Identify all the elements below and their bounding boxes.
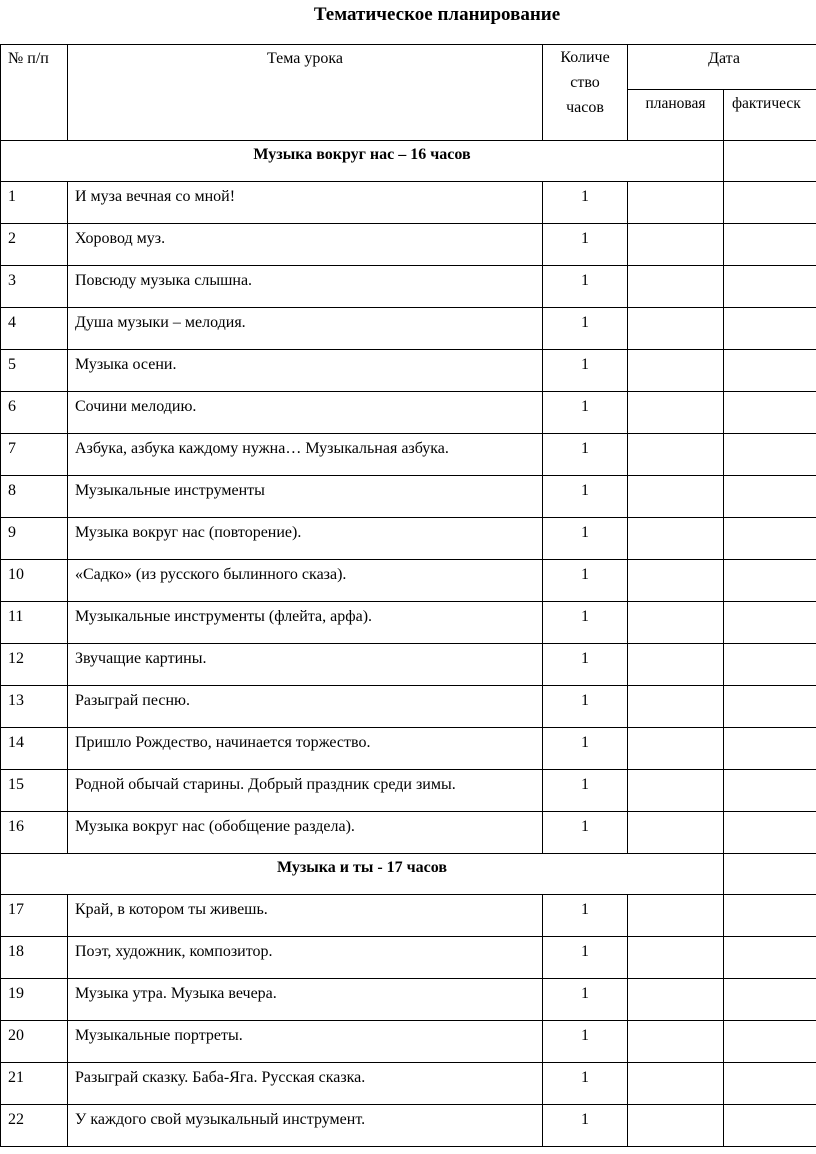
lesson-number: [1, 895, 68, 937]
page-title: Тематическое планирование: [313, 4, 561, 25]
header-actual: фактическ: [724, 90, 816, 141]
table-row: [1, 350, 816, 392]
planned-date: [628, 895, 724, 937]
lesson-topic: [68, 686, 543, 728]
lesson-number-text: 18: [8, 943, 24, 960]
lesson-number: [1, 308, 68, 350]
lesson-hours: [543, 434, 628, 476]
lesson-hours: [543, 182, 628, 224]
lesson-number-text: 15: [8, 776, 24, 793]
planned-date: [628, 644, 724, 686]
header-row: [1, 45, 816, 90]
lesson-topic: [68, 895, 543, 937]
lesson-topic: [68, 476, 543, 518]
planned-date: [628, 812, 724, 854]
lesson-number: [1, 728, 68, 770]
lesson-topic: [68, 602, 543, 644]
lesson-topic-text: Родной обычай старины. Добрый праздник среди зимы.: [75, 776, 456, 793]
lesson-topic-text: Музыка утра. Музыка вечера.: [75, 985, 277, 1002]
lesson-number-text: 10: [8, 566, 24, 583]
lesson-topic: [68, 392, 543, 434]
planned-date: [628, 602, 724, 644]
lesson-number: [1, 224, 68, 266]
lesson-hours-text: 1: [581, 734, 589, 751]
lesson-topic-text: Край, в котором ты живешь.: [75, 901, 268, 918]
table-body: [1, 45, 816, 1147]
table-row: [1, 1063, 816, 1105]
lesson-number: [1, 770, 68, 812]
planned-date: [628, 518, 724, 560]
actual-date: [724, 182, 816, 224]
lesson-number: [1, 979, 68, 1021]
lesson-number-text: 9: [8, 524, 16, 541]
section-date-cell: [724, 141, 816, 182]
lesson-number: [1, 434, 68, 476]
lesson-hours: [543, 686, 628, 728]
lesson-topic: [68, 1021, 543, 1063]
planned-date: [628, 728, 724, 770]
lesson-number: [1, 392, 68, 434]
header-planned: плановая: [628, 90, 724, 141]
lesson-number: [1, 602, 68, 644]
section-date-cell: [724, 854, 816, 895]
header-date: Дата: [628, 45, 816, 90]
actual-date: [724, 937, 816, 979]
lesson-hours: [543, 644, 628, 686]
lesson-hours-text: 1: [581, 1111, 589, 1128]
lesson-hours-text: 1: [581, 398, 589, 415]
lesson-number: [1, 686, 68, 728]
lesson-topic-text: У каждого свой музыкальный инструмент.: [75, 1111, 366, 1128]
lesson-topic: [68, 182, 543, 224]
lesson-number: [1, 350, 68, 392]
lesson-number-text: 1: [8, 188, 16, 205]
lesson-topic: [68, 812, 543, 854]
planned-date: [628, 476, 724, 518]
section-title: Музыка и ты - 17 часов: [276, 859, 448, 876]
planned-date: [628, 434, 724, 476]
planned-date: [628, 686, 724, 728]
lesson-topic-text: Азбука, азбука каждому нужна… Музыкальная азбука.: [75, 440, 449, 457]
planned-date: [628, 1105, 724, 1147]
actual-date: [724, 266, 816, 308]
lesson-number-text: 11: [8, 608, 24, 625]
section-row: [1, 854, 816, 895]
table-row: [1, 812, 816, 854]
lesson-hours-text: 1: [581, 440, 589, 457]
actual-date: [724, 224, 816, 266]
lesson-number-text: 5: [8, 356, 16, 373]
table-row: [1, 644, 816, 686]
lesson-topic-text: И муза вечная со мной!: [75, 188, 236, 205]
lesson-number-text: 16: [8, 818, 24, 835]
lesson-topic: [68, 350, 543, 392]
lesson-topic: [68, 518, 543, 560]
lesson-hours: [543, 728, 628, 770]
lesson-topic: [68, 937, 543, 979]
lesson-hours: [543, 308, 628, 350]
actual-date: [724, 392, 816, 434]
table-row: [1, 602, 816, 644]
lesson-topic-text: Музыка вокруг нас (обобщение раздела).: [75, 818, 355, 835]
section-title-cell: [1, 854, 724, 895]
lesson-hours: [543, 392, 628, 434]
planned-date: [628, 1021, 724, 1063]
planned-date: [628, 560, 724, 602]
lesson-topic-text: Звучащие картины.: [75, 650, 207, 667]
lesson-hours: [543, 518, 628, 560]
table-row: [1, 1105, 816, 1147]
actual-date: [724, 1063, 816, 1105]
header-topic: Тема урока: [68, 45, 543, 141]
lesson-hours-text: 1: [581, 943, 589, 960]
lesson-hours: [543, 812, 628, 854]
lesson-hours-text: 1: [581, 524, 589, 541]
table-row: [1, 308, 816, 350]
lesson-hours: [543, 350, 628, 392]
actual-date: [724, 812, 816, 854]
lesson-topic-text: Разыграй песню.: [75, 692, 190, 709]
lesson-hours: [543, 937, 628, 979]
lesson-hours-text: 1: [581, 356, 589, 373]
lesson-topic: [68, 644, 543, 686]
lesson-topic-text: Душа музыки – мелодия.: [75, 314, 246, 331]
lesson-number: [1, 644, 68, 686]
header-hours: Количе ство часов: [543, 45, 628, 141]
planned-date: [628, 770, 724, 812]
lesson-topic-text: Музыкальные инструменты (флейта, арфа).: [75, 608, 373, 625]
actual-date: [724, 602, 816, 644]
lesson-number-text: 20: [8, 1027, 24, 1044]
lesson-hours: [543, 1105, 628, 1147]
lesson-number: [1, 937, 68, 979]
lesson-number-text: 3: [8, 272, 16, 289]
table-row: [1, 434, 816, 476]
lesson-hours-text: 1: [581, 818, 589, 835]
lesson-topic: [68, 434, 543, 476]
lesson-number-text: 17: [8, 901, 24, 918]
lesson-number: [1, 476, 68, 518]
lesson-number-text: 22: [8, 1111, 24, 1128]
actual-date: [724, 434, 816, 476]
section-title: Музыка вокруг нас – 16 часов: [253, 146, 471, 163]
table-row: [1, 937, 816, 979]
lesson-number-text: 14: [8, 734, 24, 751]
planned-date: [628, 979, 724, 1021]
planned-date: [628, 266, 724, 308]
lesson-hours: [543, 895, 628, 937]
actual-date: [724, 1021, 816, 1063]
lesson-number-text: 6: [8, 398, 16, 415]
lesson-number: [1, 812, 68, 854]
lesson-hours: [543, 266, 628, 308]
lesson-number: [1, 266, 68, 308]
lesson-hours: [543, 476, 628, 518]
lesson-hours-text: 1: [581, 901, 589, 918]
lesson-plan-table: [0, 44, 816, 1147]
lesson-hours-text: 1: [581, 188, 589, 205]
lesson-topic-text: Музыкальные инструменты: [75, 482, 265, 499]
lesson-number: [1, 1021, 68, 1063]
actual-date: [724, 770, 816, 812]
planned-date: [628, 182, 724, 224]
planned-date: [628, 308, 724, 350]
table-row: [1, 770, 816, 812]
lesson-topic: [68, 224, 543, 266]
lesson-topic: [68, 1105, 543, 1147]
actual-date: [724, 560, 816, 602]
lesson-topic: [68, 308, 543, 350]
lesson-topic: [68, 1063, 543, 1105]
lesson-hours-text: 1: [581, 230, 589, 247]
lesson-number: [1, 1063, 68, 1105]
actual-date: [724, 895, 816, 937]
section-title-cell: [1, 141, 724, 182]
header-num: № п/п: [1, 45, 68, 141]
lesson-number-text: 13: [8, 692, 24, 709]
lesson-number-text: 2: [8, 230, 16, 247]
planned-date: [628, 392, 724, 434]
lesson-topic-text: Сочини мелодию.: [75, 398, 197, 415]
lesson-hours-text: 1: [581, 272, 589, 289]
lesson-topic-text: Поэт, художник, композитор.: [75, 943, 273, 960]
lesson-number-text: 8: [8, 482, 16, 499]
lesson-hours: [543, 1021, 628, 1063]
lesson-topic-text: Разыграй сказку. Баба-Яга. Русская сказка.: [75, 1069, 366, 1086]
lesson-hours-text: 1: [581, 608, 589, 625]
lesson-hours-text: 1: [581, 1069, 589, 1086]
lesson-topic-text: Повсюду музыка слышна.: [75, 272, 253, 289]
lesson-hours: [543, 770, 628, 812]
lesson-number: [1, 518, 68, 560]
actual-date: [724, 476, 816, 518]
lesson-hours-text: 1: [581, 776, 589, 793]
actual-date: [724, 350, 816, 392]
lesson-hours: [543, 224, 628, 266]
lesson-number: [1, 182, 68, 224]
lesson-topic: [68, 770, 543, 812]
planned-date: [628, 937, 724, 979]
lesson-hours-text: 1: [581, 985, 589, 1002]
lesson-hours: [543, 602, 628, 644]
actual-date: [724, 1105, 816, 1147]
lesson-hours-text: 1: [581, 314, 589, 331]
table-row: [1, 518, 816, 560]
lesson-number-text: 7: [8, 440, 16, 457]
lesson-number-text: 21: [8, 1069, 24, 1086]
table-row: [1, 560, 816, 602]
actual-date: [724, 308, 816, 350]
lesson-number: [1, 1105, 68, 1147]
lesson-topic-text: Хоровод муз.: [75, 230, 166, 247]
table-row: [1, 182, 816, 224]
lesson-topic: [68, 728, 543, 770]
table-row: [1, 728, 816, 770]
actual-date: [724, 728, 816, 770]
planned-date: [628, 1063, 724, 1105]
table-row: [1, 686, 816, 728]
planned-date: [628, 350, 724, 392]
lesson-topic-text: Музыка вокруг нас (повторение).: [75, 524, 302, 541]
table-row: [1, 895, 816, 937]
actual-date: [724, 686, 816, 728]
lesson-hours-text: 1: [581, 1027, 589, 1044]
lesson-number-text: 12: [8, 650, 24, 667]
lesson-number: [1, 560, 68, 602]
actual-date: [724, 644, 816, 686]
lesson-hours-text: 1: [581, 692, 589, 709]
lesson-hours-text: 1: [581, 566, 589, 583]
table-row: [1, 476, 816, 518]
section-row: [1, 141, 816, 182]
lesson-hours-text: 1: [581, 650, 589, 667]
lesson-hours-text: 1: [581, 482, 589, 499]
lesson-number-text: 19: [8, 985, 24, 1002]
actual-date: [724, 518, 816, 560]
lesson-topic-text: Пришло Рождество, начинается торжество.: [75, 734, 371, 751]
table-row: [1, 224, 816, 266]
lesson-topic-text: Музыкальные портреты.: [75, 1027, 243, 1044]
lesson-hours: [543, 979, 628, 1021]
table-row: [1, 979, 816, 1021]
table-row: [1, 392, 816, 434]
lesson-topic-text: Музыка осени.: [75, 356, 177, 373]
lesson-hours: [543, 1063, 628, 1105]
lesson-hours: [543, 560, 628, 602]
lesson-topic: [68, 266, 543, 308]
planned-date: [628, 224, 724, 266]
lesson-topic: [68, 560, 543, 602]
lesson-topic: [68, 979, 543, 1021]
table-row: [1, 266, 816, 308]
table-row: [1, 1021, 816, 1063]
actual-date: [724, 979, 816, 1021]
lesson-number-text: 4: [8, 314, 16, 331]
lesson-topic-text: «Садко» (из русского былинного сказа).: [75, 566, 347, 583]
